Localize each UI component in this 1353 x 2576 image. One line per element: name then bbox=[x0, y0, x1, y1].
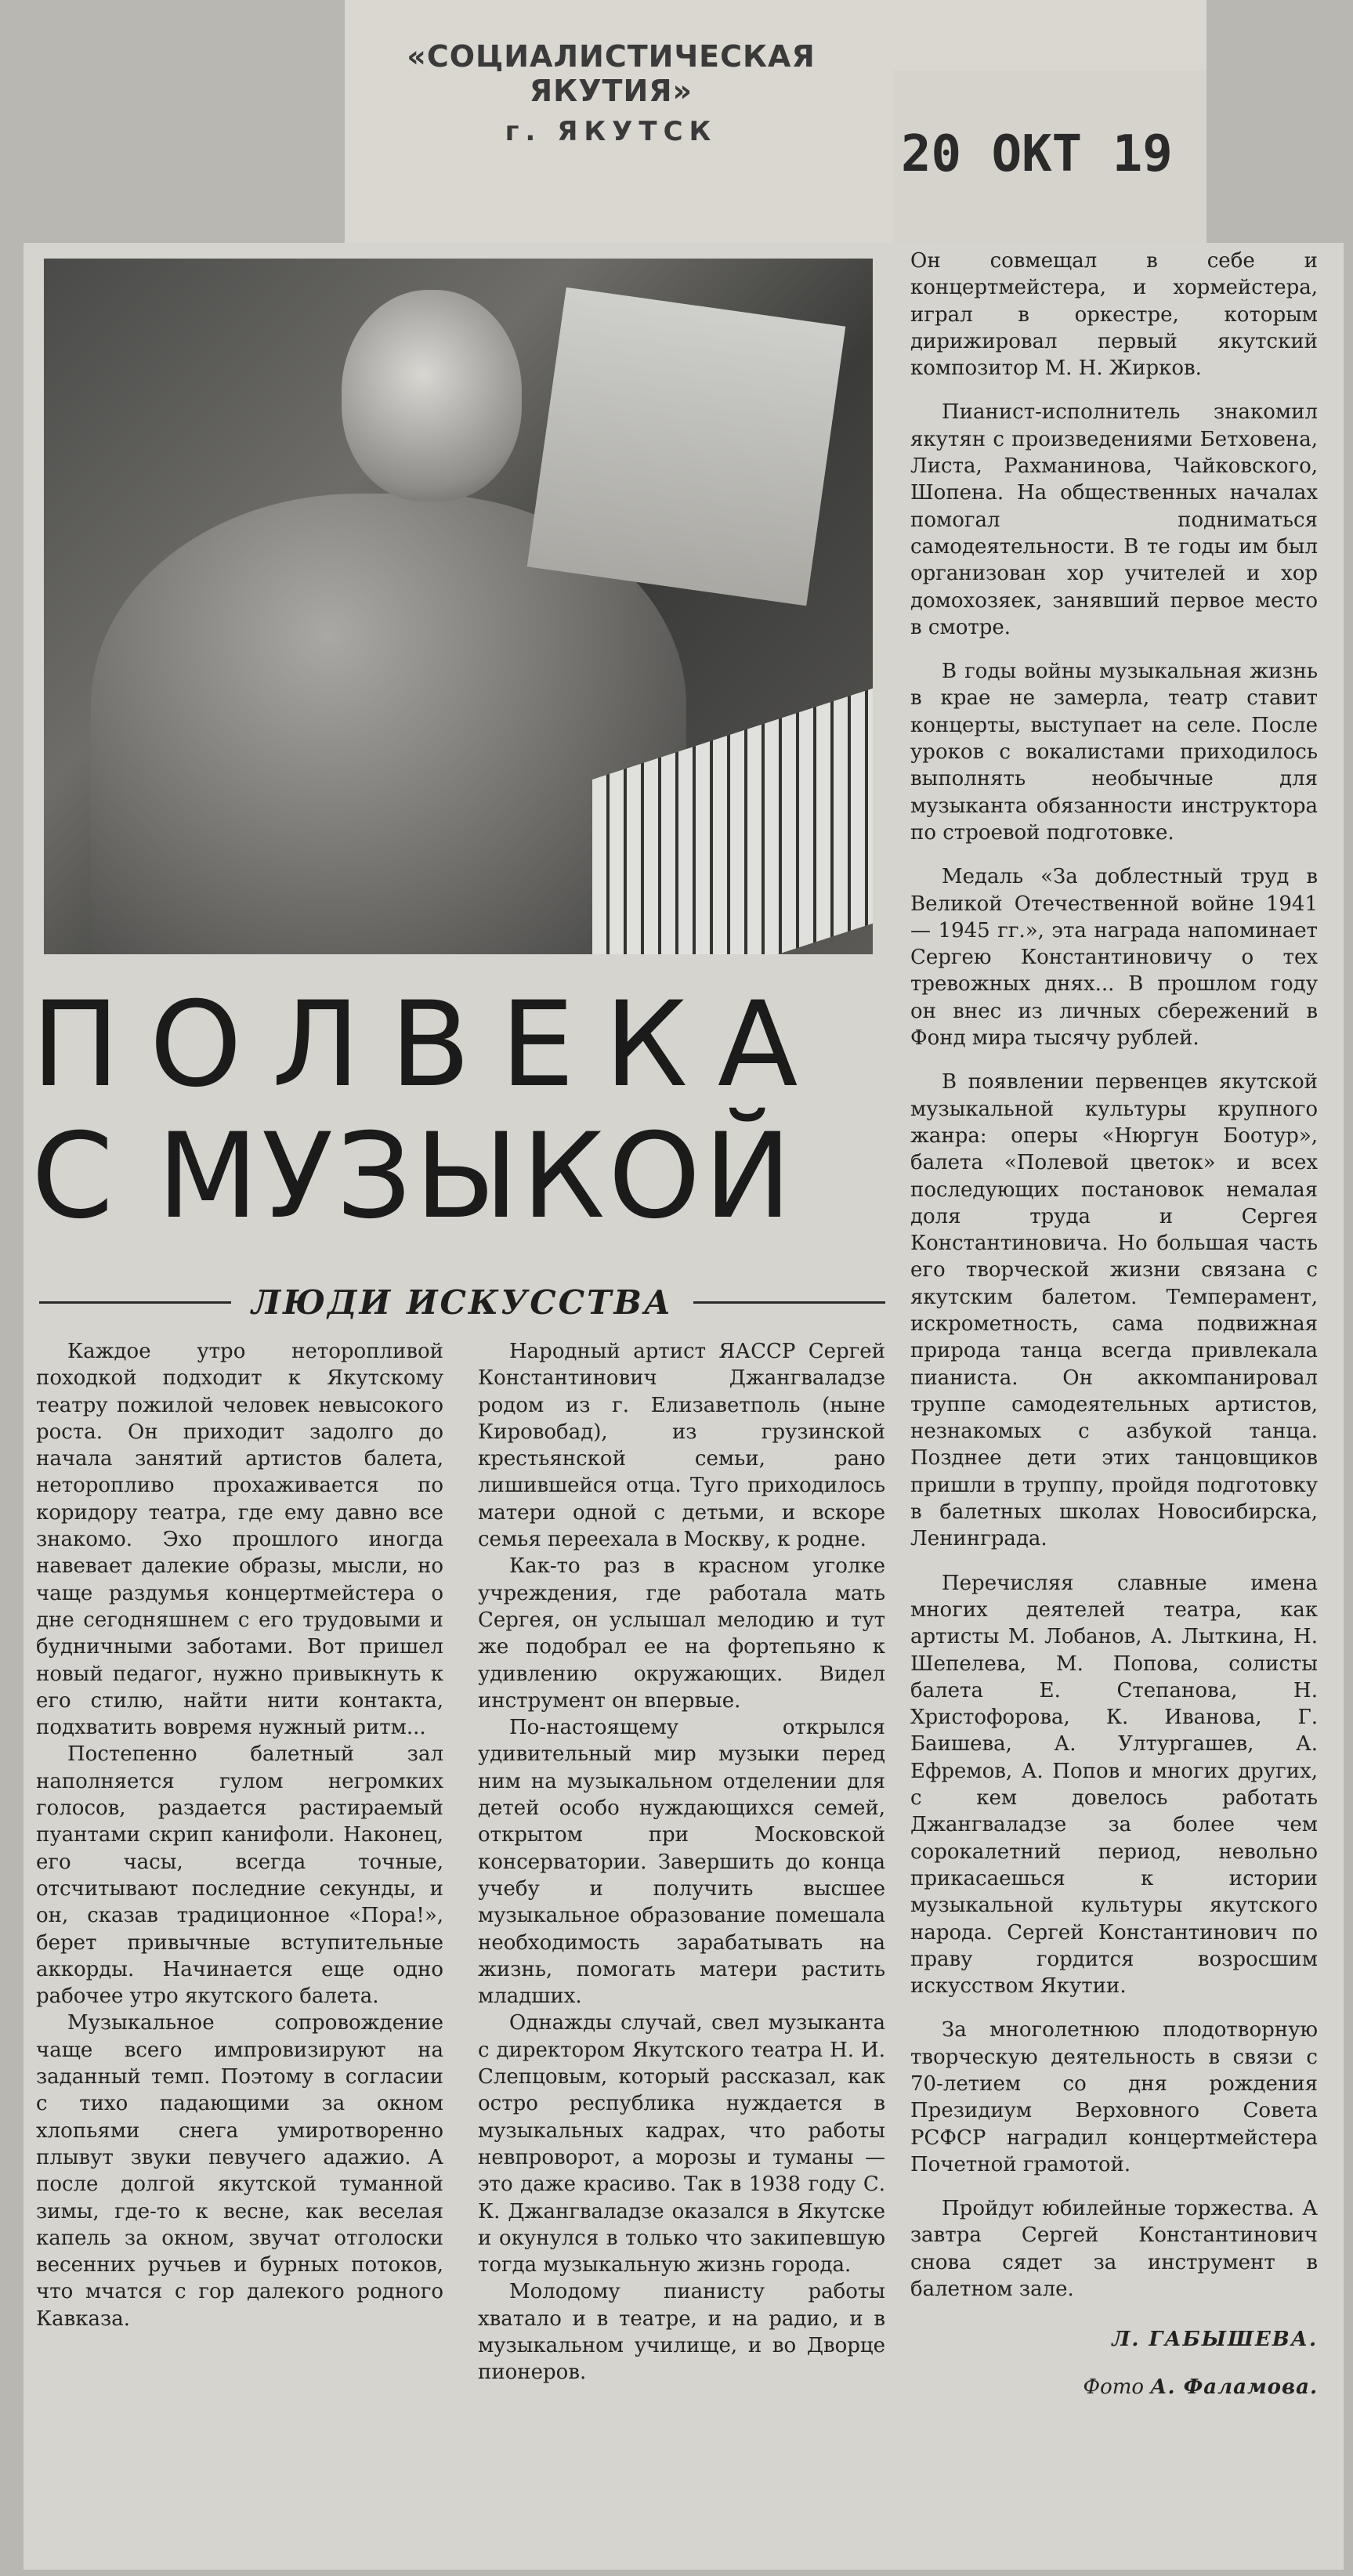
photo-credit-prefix: Фото bbox=[1083, 2375, 1145, 2399]
stamp-newspaper-name: «СОЦИАЛИСТИЧЕСКАЯ ЯКУТИЯ» bbox=[407, 39, 816, 108]
paragraph: Перечисляя славные имена многих деятелей театра, как артисты М. Лобанов, А. Лыткина, Н. Шепелева, М. Попова, солисты балета Е. Степанова, Н. Христофорова, К. Иванова, Г. Баишева, А. Ултургашев, А. Ефремов, А. Попов и многих других, с кем довелось работать Джангваладзе за более чем сорокалетний период, невольно прикасаешься к истории музыкальной культуры якутского народа. Сергей Константинович по праву гордится возросшим искусством Якутии. bbox=[910, 1571, 1318, 1999]
paragraph: Постепенно балетный зал наполняется гулом негромких голосов, раздается растираемый пуантами скрип канифоли. Наконец, его часы, всегда точные, отсчитывают последние секунды, и он, сказав традиционное «Пора!», берет привычные вступительные аккорды. Начинается еще одно рабочее утро якутского балета. bbox=[36, 1742, 443, 2009]
rubric bbox=[39, 1279, 885, 1326]
date-stamp: 20 ОКТ 19 bbox=[901, 125, 1173, 183]
article-column-2 bbox=[478, 1338, 885, 2386]
photo-sheet-music bbox=[527, 288, 846, 606]
paragraph: За многолетнюю плодотворную творческую деятельность в связи с 70-летием со дня рождения Президиум Верховного Совета РСФСР наградил концертмейстера Почетной грамотой. bbox=[910, 2018, 1318, 2176]
author-signature: Л. ГАБЫШЕВА. bbox=[1112, 2328, 1318, 2352]
rubric-rule-left bbox=[39, 1301, 231, 1304]
photo-credit bbox=[910, 2374, 1318, 2401]
pianist-photo bbox=[44, 259, 873, 954]
headline-line-1: ПОЛВЕКА bbox=[31, 977, 828, 1113]
paragraph: Он совмещал в себе и концертмейстера, и хормейстера, играл в оркестре, которым дирижировал первый якутский композитор М. Н. Жирков. bbox=[910, 249, 1318, 381]
paragraph: Пройдут юбилейные торжества. А завтра Сергей Константинович снова сядет за инструмент в балетном зале. bbox=[910, 2197, 1318, 2302]
photo-credit-name: А. Фаламова. bbox=[1150, 2375, 1318, 2399]
paragraph: Народный артист ЯАССР Сергей Константинович Джангваладзе родом из г. Елизаветполь (ныне Кировобад), из грузинской крестьянской семьи, рано лишившейся отца. Туго приходилось матери одной с детьми, и вскоре семья переехала в Москву, к родне. bbox=[478, 1340, 885, 1552]
paragraph: В годы войны музыкальная жизнь в крае не замерла, театр ставит концерты, выступает на селе. После уроков с вокалистами приходилось выполнять необычные для музыканта обязанности инструктора по строевой подготовке. bbox=[910, 660, 1318, 845]
paragraph: Пианист-исполнитель знакомил якутян с произведениями Бетховена, Листа, Рахманинова, Чайковского, Шопена. На общественных началах помогал подниматься самодеятельности. В те годы им был организован хор учителей и хор домохозяек, занявший первое место в смотре. bbox=[910, 400, 1318, 639]
article-column-1 bbox=[36, 1338, 443, 2332]
rubric-label: ЛЮДИ ИСКУССТВА bbox=[251, 1283, 674, 1322]
article-headline bbox=[31, 979, 893, 1243]
paragraph: Музыкальное сопровождение чаще всего импровизируют на заданный темп. Поэтому в согласии с тихо падающими за окном хлопьями снега умиротворенно плывут звуки певучего адажио. А после долгой якутской туманной зимы, где-то к весне, как веселая капель за окном, звучат отголоски весенних ручьев и бурных потоков, что мчатся с гор далекого родного Кавказа. bbox=[36, 2011, 443, 2331]
article-column-3 bbox=[910, 248, 1318, 2401]
paragraph: По-настоящему открылся удивительный мир музыки перед ним на музыкальном отделении для детей особо нуждающихся семей, открытом при Московской консерватории. Завершить до конца учебу и получить высшее музыкальное образование помешала необходимость зарабатывать на жизнь, помогать матери растить младших. bbox=[478, 1716, 885, 2009]
paragraph: Как-то раз в красном уголке учреждения, где работала мать Сергея, он услышал мелодию и тут же подобрал ее на фортепьяно к удивлению окружающих. Видел инструмент он впервые. bbox=[478, 1554, 885, 1713]
photo-figure-head bbox=[342, 290, 522, 501]
newspaper-stamp bbox=[368, 39, 854, 147]
rubric-rule-right bbox=[693, 1301, 885, 1304]
paragraph: Медаль «За доблестный труд в Великой Отечественной войне 1941 — 1945 гг.», эта награда напоминает Сергею Константиновичу о тех тревожных днях... В прошлом году он внес из личных сбережений в Фонд мира тысячу рублей. bbox=[910, 865, 1318, 1051]
paragraph: Каждое утро неторопливой походкой подходит к Якутскому театру пожилой человек невысокого роста. Он приходит задолго до начала занятий артистов балета, неторопливо прохаживается по коридору театра, где ему давно все знакомо. Эхо прошлого иногда навевает далекие образы, мысли, но чаще раздумья концертмейстера о дне сегодняшнем с его трудовыми и будничными заботами. Вот пришел новый педагог, нужно привыкнуть к его стилю, найти нити контакта, подхватить вовремя нужный ритм... bbox=[36, 1340, 443, 1740]
stamp-city: г. ЯКУТСК bbox=[505, 116, 718, 147]
paragraph: Молодому пианисту работы хватало и в театре, и на радио, и в музыкальном училище, и во Дворце пионеров. bbox=[478, 2280, 885, 2385]
paragraph: Однажды случай, свел музыканта с директором Якутского театра Н. И. Слепцовым, который рассказал, как остро республика нуждается в музыкальных кадрах, что работы невпроворот, а морозы и туманы — это даже красиво. Так в 1938 году С. К. Джангваладзе оказался в Якутске и окунулся в только что закипевшую тогда музыкальную жизнь города. bbox=[478, 2011, 885, 2278]
paragraph: В появлении первенцев якутской музыкальной культуры крупного жанра: оперы «Нюргун Боотур», балета «Полевой цветок» и всех последующих постановок немалая доля труда и Сергея Константиновича. Но большая часть его творческой жизни связана с якутским балетом. Темперамент, искрометность, сама подвижная природа танца всегда привлекала пианиста. Он аккомпанировал труппе самодеятельных артистов, незнакомых с азбукой танца. Позднее дети этих танцовщиков пришли в труппу, пройдя подготовку в балетных школах Новосибирска, Ленинграда. bbox=[910, 1070, 1318, 1551]
headline-line-2: С МУЗЫКОЙ bbox=[31, 1109, 795, 1245]
